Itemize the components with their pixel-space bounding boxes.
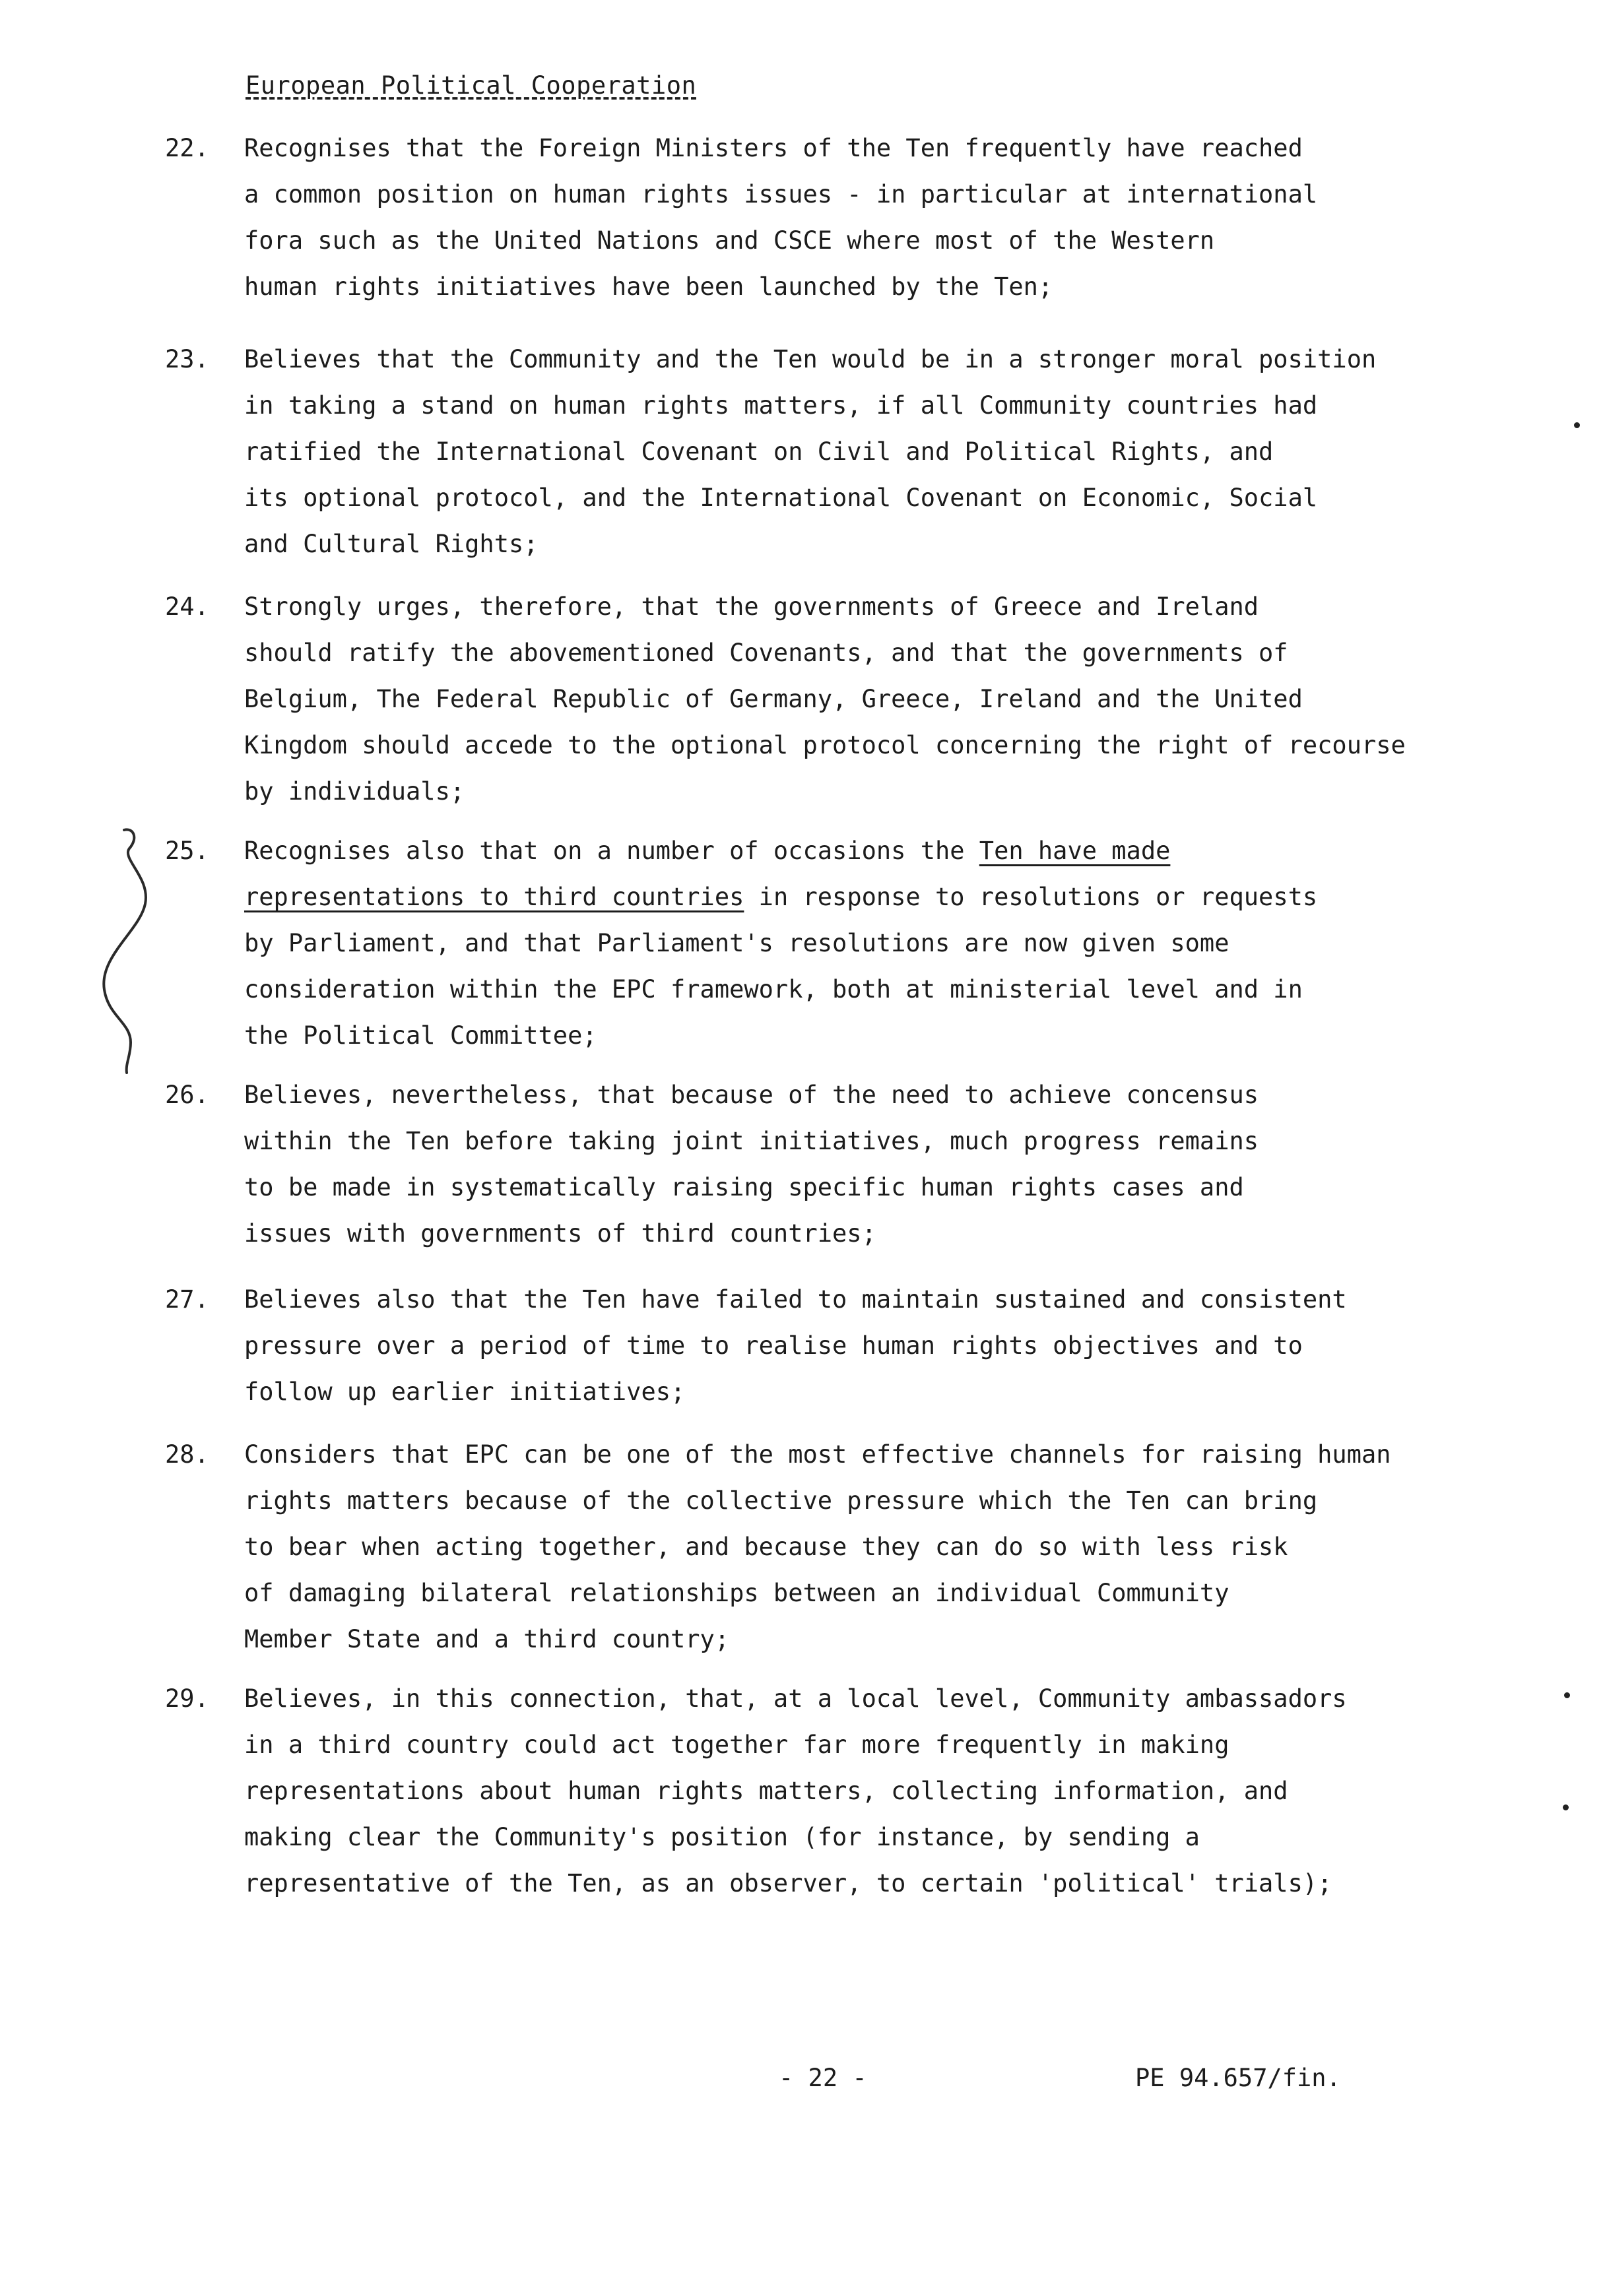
paragraph-text xyxy=(244,584,1498,815)
paragraph-number: 29. xyxy=(165,1684,209,1713)
scan-speck xyxy=(1563,1804,1569,1810)
text-segment: Recognises also that on a number of occasions the xyxy=(244,837,979,865)
text-line: Believes that the Community and the Ten would be in a stronger moral position xyxy=(244,345,1377,373)
underlined-text: Ten have made xyxy=(979,837,1171,865)
text-line: Recognises that the Foreign Ministers of the Ten frequently have reached xyxy=(244,134,1303,162)
text-line: Considers that EPC can be one of the most effective channels for raising human xyxy=(244,1440,1391,1469)
paragraph-text xyxy=(244,125,1498,310)
text-line: representations about human rights matters, collecting information, and xyxy=(244,1777,1288,1805)
text-line: Kingdom should accede to the optional protocol concerning the right of recourse xyxy=(244,731,1406,759)
text-line: fora such as the United Nations and CSCE where most of the Western xyxy=(244,226,1215,255)
text-line: by individuals; xyxy=(244,777,465,806)
scan-speck xyxy=(1564,1692,1570,1698)
paragraph-number: 25. xyxy=(165,837,209,865)
text-line: Member State and a third country; xyxy=(244,1625,730,1653)
text-line: Belgium, The Federal Republic of Germany, Greece, Ireland and the United xyxy=(244,685,1303,713)
paragraph-number: 24. xyxy=(165,592,209,621)
text-line: rights matters because of the collective pressure which the Ten can bring xyxy=(244,1486,1318,1515)
text-segment: in response to resolutions or requests xyxy=(744,883,1318,911)
document-reference: PE 94.657/fin. xyxy=(1135,2064,1341,2092)
text-line xyxy=(244,874,1498,920)
paragraph-number: 23. xyxy=(165,345,209,373)
text-line: follow up earlier initiatives; xyxy=(244,1378,686,1406)
text-line: and Cultural Rights; xyxy=(244,530,539,558)
paragraph-number: 26. xyxy=(165,1081,209,1109)
paragraph-text xyxy=(244,1072,1498,1257)
paragraph-number: 22. xyxy=(165,134,209,162)
scan-speck xyxy=(1574,422,1580,428)
text-line: Believes, nevertheless, that because of the need to achieve concensus xyxy=(244,1081,1259,1109)
text-line: should ratify the abovementioned Covenants, and that the governments of xyxy=(244,639,1288,667)
text-line: in taking a stand on human rights matters, if all Community countries had xyxy=(244,391,1318,420)
text-line: Strongly urges, therefore, that the governments of Greece and Ireland xyxy=(244,592,1259,621)
paragraph-text xyxy=(244,1432,1498,1663)
underlined-text: representations to third countries xyxy=(244,883,744,911)
text-line xyxy=(244,828,1498,874)
text-line: within the Ten before taking joint initiatives, much progress remains xyxy=(244,1127,1259,1155)
paragraph-text xyxy=(244,1676,1498,1907)
text-line: pressure over a period of time to realise human rights objectives and to xyxy=(244,1331,1303,1360)
text-line: its optional protocol, and the International Covenant on Economic, Social xyxy=(244,484,1318,512)
page-number: - 22 - xyxy=(779,2064,867,2092)
text-line: representative of the Ten, as an observer, to certain 'political' trials); xyxy=(244,1869,1332,1897)
text-line: by Parliament, and that Parliament's resolutions are now given some xyxy=(244,929,1229,957)
handwritten-bracket-mark xyxy=(92,825,165,1075)
text-line: of damaging bilateral relationships between an individual Community xyxy=(244,1579,1229,1607)
text-line: the Political Committee; xyxy=(244,1021,597,1050)
text-line: ratified the International Covenant on Civil and Political Rights, and xyxy=(244,437,1274,466)
section-heading: European Political Cooperation xyxy=(246,71,697,100)
text-line: to be made in systematically raising specific human rights cases and xyxy=(244,1173,1244,1201)
text-line: issues with governments of third countries; xyxy=(244,1219,876,1248)
text-line: to bear when acting together, and because they can do so with less risk xyxy=(244,1533,1288,1561)
paragraph-text xyxy=(244,828,1498,1059)
text-line: Believes, in this connection, that, at a local level, Community ambassadors xyxy=(244,1684,1347,1713)
paragraph-number: 27. xyxy=(165,1285,209,1314)
text-line: making clear the Community's position (for instance, by sending a xyxy=(244,1823,1200,1851)
text-line: in a third country could act together far more frequently in making xyxy=(244,1731,1229,1759)
text-line: a common position on human rights issues - in particular at international xyxy=(244,180,1318,208)
text-line: consideration within the EPC framework, both at ministerial level and in xyxy=(244,975,1303,1004)
text-line: Believes also that the Ten have failed to maintain sustained and consistent xyxy=(244,1285,1347,1314)
paragraph-text xyxy=(244,336,1498,567)
paragraph-number: 28. xyxy=(165,1440,209,1469)
paragraph-text xyxy=(244,1277,1498,1415)
text-line: human rights initiatives have been launched by the Ten; xyxy=(244,272,1053,301)
